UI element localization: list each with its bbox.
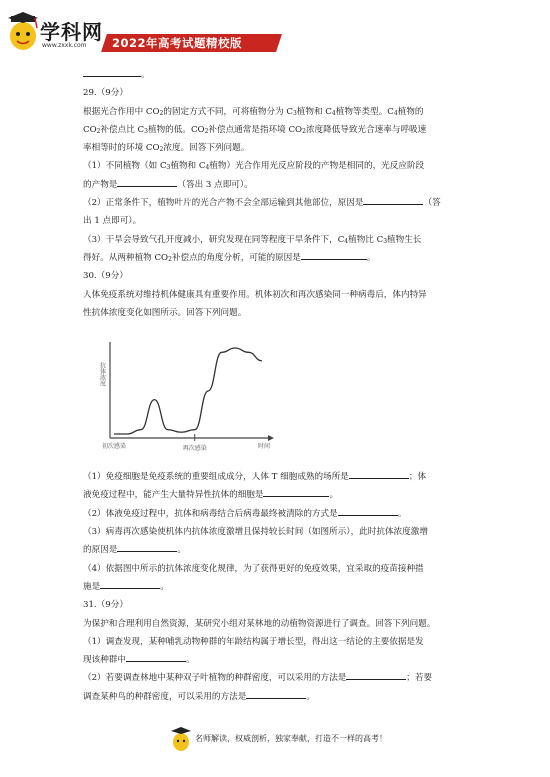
answer-blank[interactable]: [117, 176, 177, 187]
mascot-icon: [6, 10, 40, 54]
q31-sub2: （2）若要调查林地中某种双子叶植物的种群密度，可以采用的方法是 ；若要: [83, 669, 469, 687]
q30-sub4: （4）依据图中所示的抗体浓度变化规律，为了获得更好的免疫效果，宜采取的疫苗接种措: [83, 563, 424, 574]
x-axis-arrow: [268, 435, 274, 441]
page-header: [0, 0, 550, 62]
answer-blank[interactable]: [246, 688, 306, 699]
answer-blank[interactable]: [100, 578, 160, 589]
answer-blank[interactable]: [263, 486, 329, 497]
answer-blank[interactable]: [349, 468, 409, 479]
y-axis-label: 抗体浓度: [98, 362, 106, 386]
footer-slogan: 名师解读，权威剖析，独家奉献，打造不一样的高考！: [195, 734, 387, 743]
answer-blank[interactable]: [363, 194, 423, 205]
mascot-icon: [170, 726, 192, 752]
antibody-curve: [114, 348, 262, 434]
q31-number: 31.（9分）: [83, 600, 128, 611]
answer-blank[interactable]: [301, 249, 367, 260]
q29-sub3: （3）干旱会导致气孔开度减小，研究发现在同等程度干旱条件下，$C_4$植物比 $C_3$植物生长: [83, 234, 422, 245]
answer-blank[interactable]: [83, 66, 141, 77]
q29-number: 29.（9分）: [83, 88, 128, 99]
answer-blank[interactable]: [338, 505, 398, 516]
q30-sub2: （2）体液免疫过程中，抗体和病毒结合后病毒最终被清除的方式是 。: [83, 505, 469, 523]
q31-sub1: （1）调查发现，某种哺乳动物种群的年龄结构属于增长型，得出这一结论的主要依据是发: [83, 636, 424, 647]
q29-intro: 根据光合作用中 $CO_2$的固定方式不同，可将植物分为 $C_3$植物和 $C_4$植物等类型。$C_4$植物的: [83, 106, 424, 117]
answer-blank[interactable]: [126, 651, 186, 662]
header-banner: 2022年高考试题精校版: [112, 36, 243, 50]
logo-url: www.zxxk.com: [42, 42, 87, 49]
antibody-chart: [96, 338, 276, 456]
q29-sub1: （1）不同植物（如 $C_3$植物和 $C_4$植物）光合作用光反应阶段的产物是相同的，光反应阶段: [83, 161, 425, 172]
answer-blank[interactable]: [117, 541, 177, 552]
q30-intro: 人体免疫系统对维持机体健康具有重要作用。机体初次和再次感染同一种病毒后，体内特异: [83, 289, 427, 300]
exam-content: 。 29.（9分） 根据光合作用中 $CO_2$的固定方式不同，可将植物分为 $C_3$植物和 $C_4$植物等类型。$C_4$植物的 $CO_2$补偿点比 $C_3$植物的低。$CO_2$补偿点通常是指环境 $CO_2$浓度降低导致光合速率与呼吸速 率相等时的环境 $CO_2$浓度。回答下列问题。 （1）不同植物（如 $C_3$植物和 $C_4$植物）光合作用光反应阶段的产物是相同的，光反应阶段 的产物是 （答出 3 点即可）。 （2）正常条件下，植物叶片的光合产物不会全部运输到其他部位，原因是 （答 出 1 点即可）。 （3）干旱会导致气孔开度减小，研究发现在同等程度干旱条件下，$C_4$植物比 $C_3$植物生长 得好。从两种植物 $CO_2$补偿点的角度分析，可能的原因是 。 30.（9分） 人体免疫系统对维持机体健康具有重要作用。机体初次和再次感染同一种病毒后，体内特异 性抗体浓度变化如图所示。回答下列问题。 （1）免疫细胞是免疫系统的重要组成成分，人体 T 细胞成熟的场所是 ；体 液免疫过程中，能产生大量特异性抗体的细胞是 。 （2）体液免疫过程中，抗体和病毒结合后病毒最终被清除的方式是 。 （3）病毒再次感染使机体内抗体浓度激增且保持较长时间（如图所示），此时抗体浓度激增 的原因是 。 （4）依据图中所示的抗体浓度变化规律，为了获得更好的免疫效果，宜采取的疫苗接种措 施是 。 31.（9分） 为保护和合理利用自然资源，某研究小组对某林地的动植物资源进行了调查。回答下列问题。 （1）调查发现，某种哺乳动物种群的年龄结构属于增长型，得出这一结论的主要依据是发 现该种群中 。 （2）若要调查林地中某种双子叶植物的种群密度，可以采用的方法是 ；若要 调查某种鸟的种群密度，可以采用的方法是 。: [83, 66, 469, 706]
q30-sub3: （3）病毒再次感染使机体内抗体浓度激增且保持较长时间（如图所示），此时抗体浓度激增: [83, 527, 428, 538]
x-axis-label: 时间: [258, 443, 271, 450]
logo-text: 学科网: [40, 20, 103, 44]
q30-sub1: （1）免疫细胞是免疫系统的重要组成成分，人体 T 细胞成熟的场所是 ；体: [83, 468, 469, 486]
q28-tail: 。: [83, 66, 469, 84]
site-logo: [6, 8, 116, 54]
page-footer: [0, 724, 550, 754]
q31-intro: 为保护和合理利用自然资源，某研究小组对某林地的动植物资源进行了调查。回答下列问题。: [83, 618, 436, 629]
answer-blank[interactable]: [346, 669, 406, 680]
first-infection-label: 初次感染: [102, 443, 127, 450]
q30-number: 30.（9分）: [83, 271, 128, 282]
reinfection-label: 再次感染: [182, 445, 207, 452]
q29-sub2: （2）正常条件下，植物叶片的光合产物不会全部运输到其他部位，原因是 （答: [83, 194, 469, 212]
